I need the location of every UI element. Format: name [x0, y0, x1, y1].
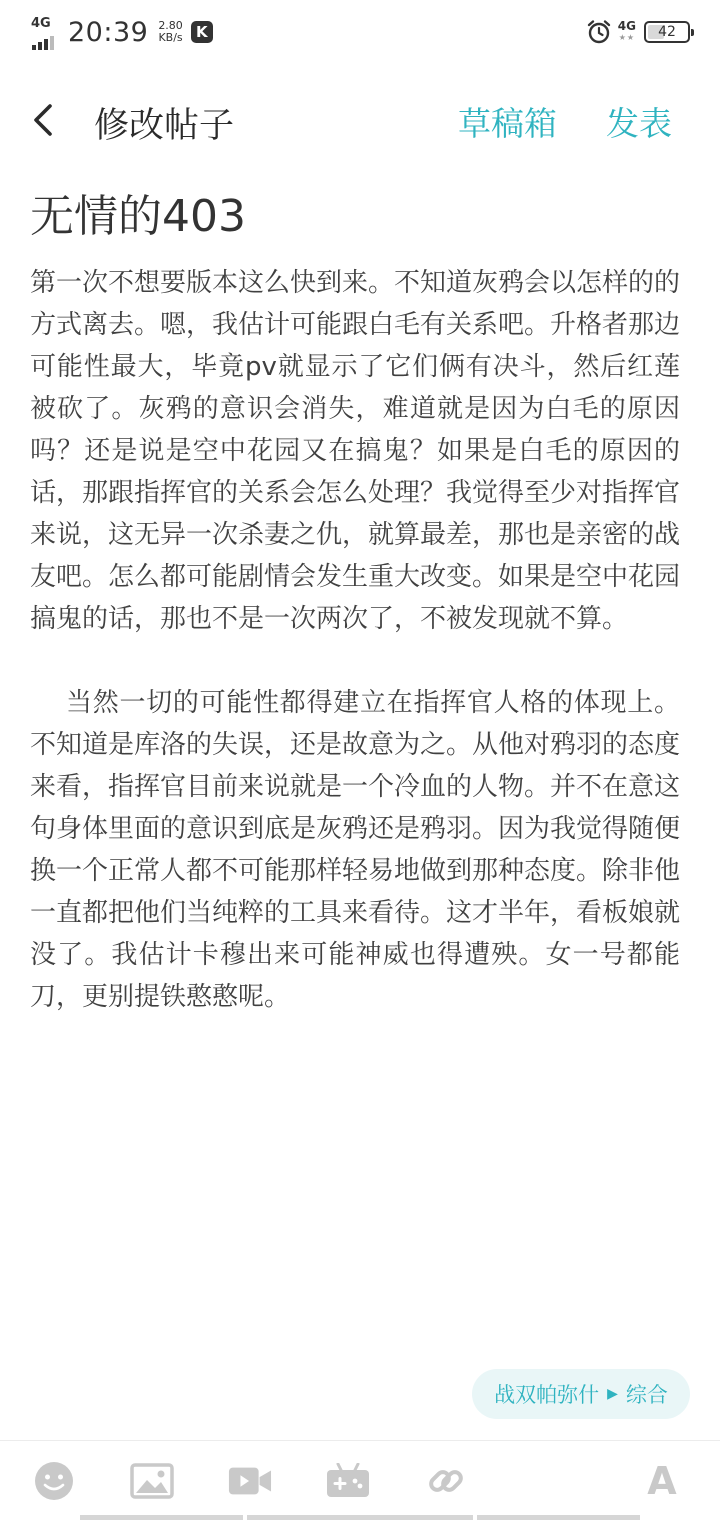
emoji-icon: [33, 1460, 75, 1502]
network-type-right: 4G: [617, 19, 636, 33]
image-icon: [130, 1463, 174, 1499]
game-button[interactable]: [326, 1459, 370, 1503]
clock: 20:39: [68, 16, 149, 48]
network-type: 4G: [31, 16, 51, 31]
post-paragraph: 第一次不想要版本这么快到来。不知道灰鸦会以怎样的的方式离去。嗯，我估计可能跟白毛有关系吧。升格者那边可能性最大，毕竟pv就显示了它们俩有决斗，然后红莲被砍了。灰鸦的意识会消失，难道就是因为白毛的原因吗？还是说是空中花园又在搞鬼？如果是白毛的原因的话，那跟指挥官的关系会怎么处理？我觉得至少对指挥官来说，这无异一次杀妻之仇，就算最差，那也是亲密的战友吧。怎么都可能剧情会发生重大改变。如果是空中花园搞鬼的话，那也不是一次两次了，不被发现就不算。: [30, 268, 681, 634]
game-icon: [326, 1463, 370, 1499]
nav-indicator-segment: [247, 1515, 473, 1520]
status-right: [586, 16, 690, 48]
signal-icon: [30, 16, 60, 48]
status-left: [30, 14, 213, 50]
image-button[interactable]: [130, 1459, 174, 1503]
page-title: 修改帖子: [94, 106, 235, 146]
emoji-button[interactable]: [32, 1459, 76, 1503]
header: [0, 84, 720, 156]
font-style-button[interactable]: [640, 1459, 684, 1503]
speed-value: 2.80: [158, 19, 183, 32]
link-button[interactable]: [424, 1459, 468, 1503]
video-icon: [228, 1465, 272, 1497]
nav-indicator-segment: [80, 1515, 243, 1520]
forum-tag-chip[interactable]: [472, 1369, 690, 1419]
status-bar: [0, 0, 720, 64]
signal-dots-icon: ★★: [618, 33, 636, 42]
alarm-icon: [586, 19, 612, 45]
video-button[interactable]: [228, 1459, 272, 1503]
network-right: [618, 20, 636, 44]
font-icon: A: [647, 1459, 677, 1503]
app-notification-icon: K: [191, 21, 213, 43]
editor-toolbar: [0, 1440, 720, 1520]
publish-button[interactable]: 发表: [606, 104, 672, 143]
link-icon: [426, 1461, 466, 1501]
paragraph-spacer: [30, 640, 680, 682]
chevron-left-icon: [36, 106, 50, 134]
post-title-input[interactable]: 无情的403: [30, 191, 246, 242]
battery-icon: [644, 21, 690, 43]
back-button[interactable]: [26, 100, 62, 140]
forum-category: 综合: [625, 1383, 668, 1407]
drafts-button[interactable]: 草稿箱: [458, 104, 557, 143]
speed-unit: KB/s: [158, 31, 183, 44]
battery-level: 42: [658, 24, 676, 40]
caret-right-icon: ▶: [607, 1386, 618, 1402]
post-paragraph: 当然一切的可能性都得建立在指挥官人格的体现上。不知道是库洛的失误，还是故意为之。从他对鸦羽的态度来看，指挥官目前来说就是一个冷血的人物。并不在意这句身体里面的意识到底是灰鸦还是鸦羽。因为我觉得随便换一个正常人都不可能那样轻易地做到那种态度。除非他一直都把他们当纯粹的工具来看待。这才半年，看板娘就没了。我估计卡穆出来可能神威也得遭殃。女一号都能刀，更别提铁憨憨呢。: [30, 688, 681, 1012]
forum-name: 战双帕弥什: [494, 1383, 600, 1407]
post-body-editor[interactable]: [30, 262, 680, 1018]
network-speed: [158, 20, 183, 44]
signal-bars: [32, 36, 54, 50]
nav-indicator-segment: [477, 1515, 640, 1520]
